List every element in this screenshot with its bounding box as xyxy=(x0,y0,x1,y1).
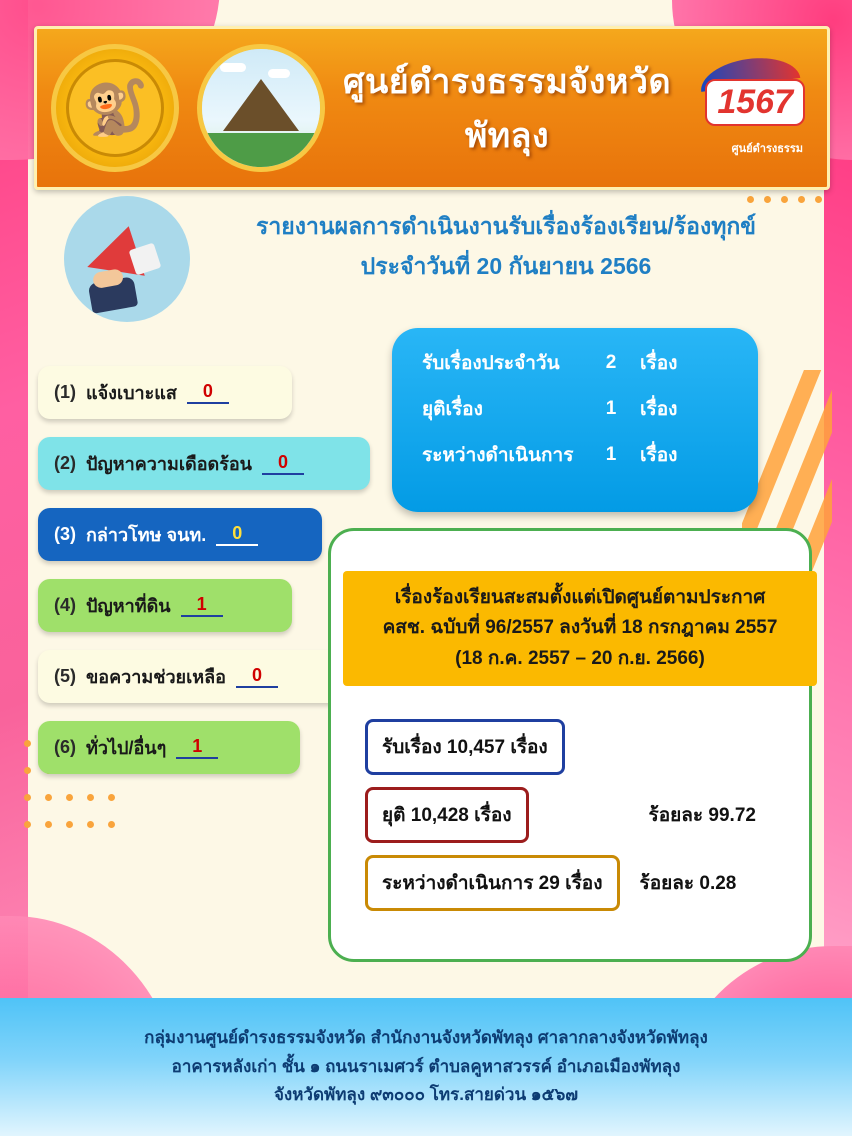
decor-dots-top xyxy=(747,196,822,203)
category-label: แจ้งเบาะแส xyxy=(86,383,177,403)
accumulated-received: รับเรื่อง 10,457 เรื่อง xyxy=(365,719,565,775)
provincial-seal-mountain-icon xyxy=(197,44,325,172)
category-index: (2) xyxy=(54,453,76,473)
category-list xyxy=(38,366,368,792)
accumulated-heading xyxy=(343,571,817,686)
daily-summary-box xyxy=(392,328,758,512)
accumulated-received-row xyxy=(365,719,565,775)
category-value: 0 xyxy=(216,523,258,546)
category-index: (6) xyxy=(54,737,76,757)
page-title-line2: ประจำวันที่ 20 กันยายน 2566 xyxy=(360,253,652,280)
daily-summary-unit: เรื่อง xyxy=(640,399,678,420)
accumulated-in-progress: ระหว่างดำเนินการ 29 เรื่อง xyxy=(365,855,620,911)
list-item xyxy=(38,721,300,774)
category-value: 1 xyxy=(181,594,223,617)
daily-summary-label: ยุติเรื่อง xyxy=(422,399,483,420)
category-label: กล่าวโทษ จนท. xyxy=(86,525,207,545)
category-value: 1 xyxy=(176,736,218,759)
accumulated-box xyxy=(328,528,812,962)
daily-summary-unit: เรื่อง xyxy=(640,353,678,374)
daily-summary-label: ระหว่างดำเนินการ xyxy=(422,445,574,466)
category-label: ขอความช่วยเหลือ xyxy=(86,667,226,687)
list-item xyxy=(38,437,370,490)
category-index: (4) xyxy=(54,595,76,615)
daily-summary-unit: เรื่อง xyxy=(640,445,678,466)
category-label: ทั่วไป/อื่นๆ xyxy=(86,738,167,758)
category-label: ปัญหาความเดือดร้อน xyxy=(86,454,252,474)
list-item xyxy=(38,508,322,561)
daily-summary-row xyxy=(392,440,758,470)
accumulated-inprogress-row xyxy=(365,855,795,911)
accumulated-closed-percent: ร้อยละ 99.72 xyxy=(648,805,756,826)
daily-summary-label: รับเรื่องประจำวัน xyxy=(422,353,560,374)
hotline-number: 1567 xyxy=(705,79,805,126)
category-label: ปัญหาที่ดิน xyxy=(86,596,171,616)
page-title-line1: รายงานผลการดำเนินงานรับเรื่องร้องเรียน/ร้องทุกข์ xyxy=(255,213,757,239)
category-value: 0 xyxy=(187,381,229,404)
accumulated-heading-line1: เรื่องร้องเรียนสะสมตั้งแต่เปิดศูนย์ตามประกาศ xyxy=(394,587,766,608)
footer-line3: จังหวัดพัทลุง ๙๓๐๐๐ โทร.สายด่วน ๑๕๖๗ xyxy=(273,1085,579,1105)
daily-summary-row xyxy=(392,348,758,378)
hotline-1567-logo xyxy=(689,53,809,163)
accumulated-closed: ยุติ 10,428 เรื่อง xyxy=(365,787,529,843)
daily-summary-value: 1 xyxy=(605,398,617,419)
list-item xyxy=(38,366,292,419)
accumulated-closed-row xyxy=(365,787,785,843)
page-title xyxy=(206,206,806,287)
daily-summary-value: 1 xyxy=(605,444,617,465)
megaphone-icon xyxy=(64,196,190,322)
list-item xyxy=(38,579,292,632)
daily-summary-row xyxy=(392,394,758,424)
category-index: (1) xyxy=(54,382,76,402)
footer-line2: อาคารหลังเก่า ชั้น ๑ ถนนราเมศวร์ ตำบลคูหาสวรรค์ อำเภอเมืองพัทลุง xyxy=(171,1056,681,1076)
category-value: 0 xyxy=(236,665,278,688)
list-item xyxy=(38,650,340,703)
daily-summary-value: 2 xyxy=(605,352,617,373)
category-index: (5) xyxy=(54,666,76,686)
provincial-seal-lion-icon: 🐒 xyxy=(51,44,179,172)
banner-title: ศูนย์ดำรงธรรมจังหวัดพัทลุง xyxy=(342,63,672,155)
accumulated-in-progress-percent: ร้อยละ 0.28 xyxy=(639,873,737,894)
category-index: (3) xyxy=(54,524,76,544)
header-banner xyxy=(34,26,830,190)
category-value: 0 xyxy=(262,452,304,475)
accumulated-heading-line3: (18 ก.ค. 2557 – 20 ก.ย. 2566) xyxy=(455,647,705,669)
footer-line1: กลุ่มงานศูนย์ดำรงธรรมจังหวัด สำนักงานจังหวัดพัทลุง ศาลากลางจังหวัดพัทลุง xyxy=(144,1028,708,1048)
accumulated-heading-line2: คสช. ฉบับที่ 96/2557 ลงวันที่ 18 กรกฎาคม 2557 xyxy=(382,617,778,639)
page-footer xyxy=(0,998,852,1136)
hotline-caption: ศูนย์ดำรงธรรม xyxy=(731,143,803,155)
